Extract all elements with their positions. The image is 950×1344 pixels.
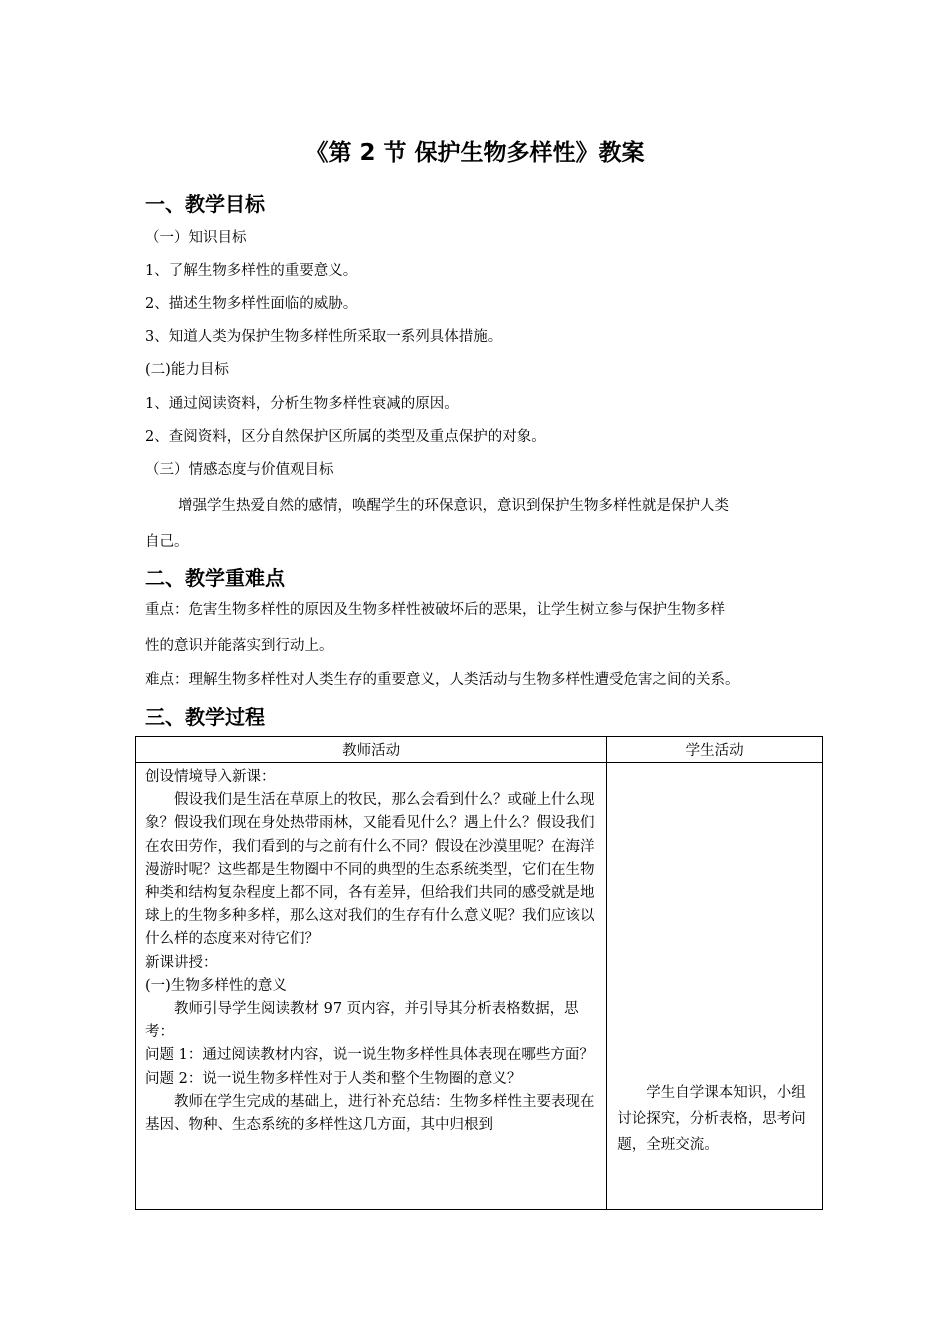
teacher-paragraph: (一)生物多样性的意义: [145, 977, 287, 994]
teacher-paragraph: 问题 1：通过阅读教材内容，说一说生物多样性具体表现在哪些方面？: [145, 1047, 594, 1064]
emotion-objective-text-cont: 自己。: [145, 534, 189, 550]
knowledge-objectives-heading: （一）知识目标: [145, 230, 247, 246]
key-point-text: 重点：危害生物多样性的原因及生物多样性被破坏后的恶果，让学生树立参与保护生物多样: [145, 602, 725, 618]
section-heading-key-points: 二、教学重难点: [145, 566, 285, 590]
student-activity-header: 学生活动: [607, 737, 823, 763]
table-header-row: [136, 737, 823, 763]
teacher-paragraph: 教师在学生完成的基础上，进行补充总结：生物多样性主要表现在基因、物种、生态系统的多样性这几方面，其中归根到: [145, 1093, 595, 1134]
knowledge-item: 3、知道人类为保护生物多样性所采取一系列具体措施。: [145, 329, 503, 345]
ability-item: 2、查阅资料，区分自然保护区所属的类型及重点保护的对象。: [145, 429, 546, 445]
knowledge-item: 1、了解生物多样性的重要意义。: [145, 263, 358, 279]
ability-item: 1、通过阅读资料，分析生物多样性衰减的原因。: [145, 396, 459, 412]
knowledge-item: 2、描述生物多样性面临的威胁。: [145, 296, 358, 312]
teacher-paragraph: 教师引导学生阅读教材 97 页内容，并引导其分析表格数据，思考：: [145, 1001, 579, 1041]
document-title: 《第 2 节 保护生物多样性》教案: [305, 140, 645, 166]
teacher-activity-header: 教师活动: [136, 737, 607, 763]
teacher-paragraph: 假设我们是生活在草原上的牧民，那么会看到什么？或碰上什么现象？假设我们现在身处热带雨林，又能看见什么？遇上什么？假设我们在农田劳作，我们看到的与之前有什么不同？假设在沙漠里呢？在海洋漫游时呢？这些都是生物圈中不同的典型的生态系统类型，它们在生物种类和结构复杂程度上都不同，各有差异，但给我们共同的感受就是地球上的生物多种多样，那么这对我们的生存有什么意义呢？我们应该以什么样的态度来对待它们？: [145, 792, 595, 948]
teacher-activity-cell: [136, 763, 607, 1210]
ability-objectives-heading: (二)能力目标: [145, 362, 229, 378]
table-row: [136, 763, 823, 1210]
emotion-objectives-heading: （三）情感态度与价值观目标: [145, 462, 334, 478]
teacher-paragraph: 创设情境导入新课：: [145, 769, 276, 785]
teaching-process-table: [135, 736, 823, 1210]
section-heading-process: 三、教学过程: [145, 705, 265, 729]
key-point-text-cont: 性的意识并能落实到行动上。: [145, 638, 334, 654]
emotion-objective-text: 增强学生热爱自然的感情，唤醒学生的环保意识，意识到保护生物多样性就是保护人类: [178, 498, 729, 514]
section-heading-objectives: 一、教学目标: [145, 192, 265, 216]
student-activity-cell: 学生自学课本知识，小组讨论探究，分析表格，思考问题，全班交流。: [607, 763, 823, 1210]
teacher-paragraph: 问题 2：说一说生物多样性对于人类和整个生物圈的意义？: [145, 1070, 522, 1087]
difficult-point-text: 难点：理解生物多样性对人类生存的重要意义，人类活动与生物多样性遭受危害之间的关系。: [145, 672, 740, 688]
teacher-paragraph: 新课讲授：: [145, 954, 218, 971]
